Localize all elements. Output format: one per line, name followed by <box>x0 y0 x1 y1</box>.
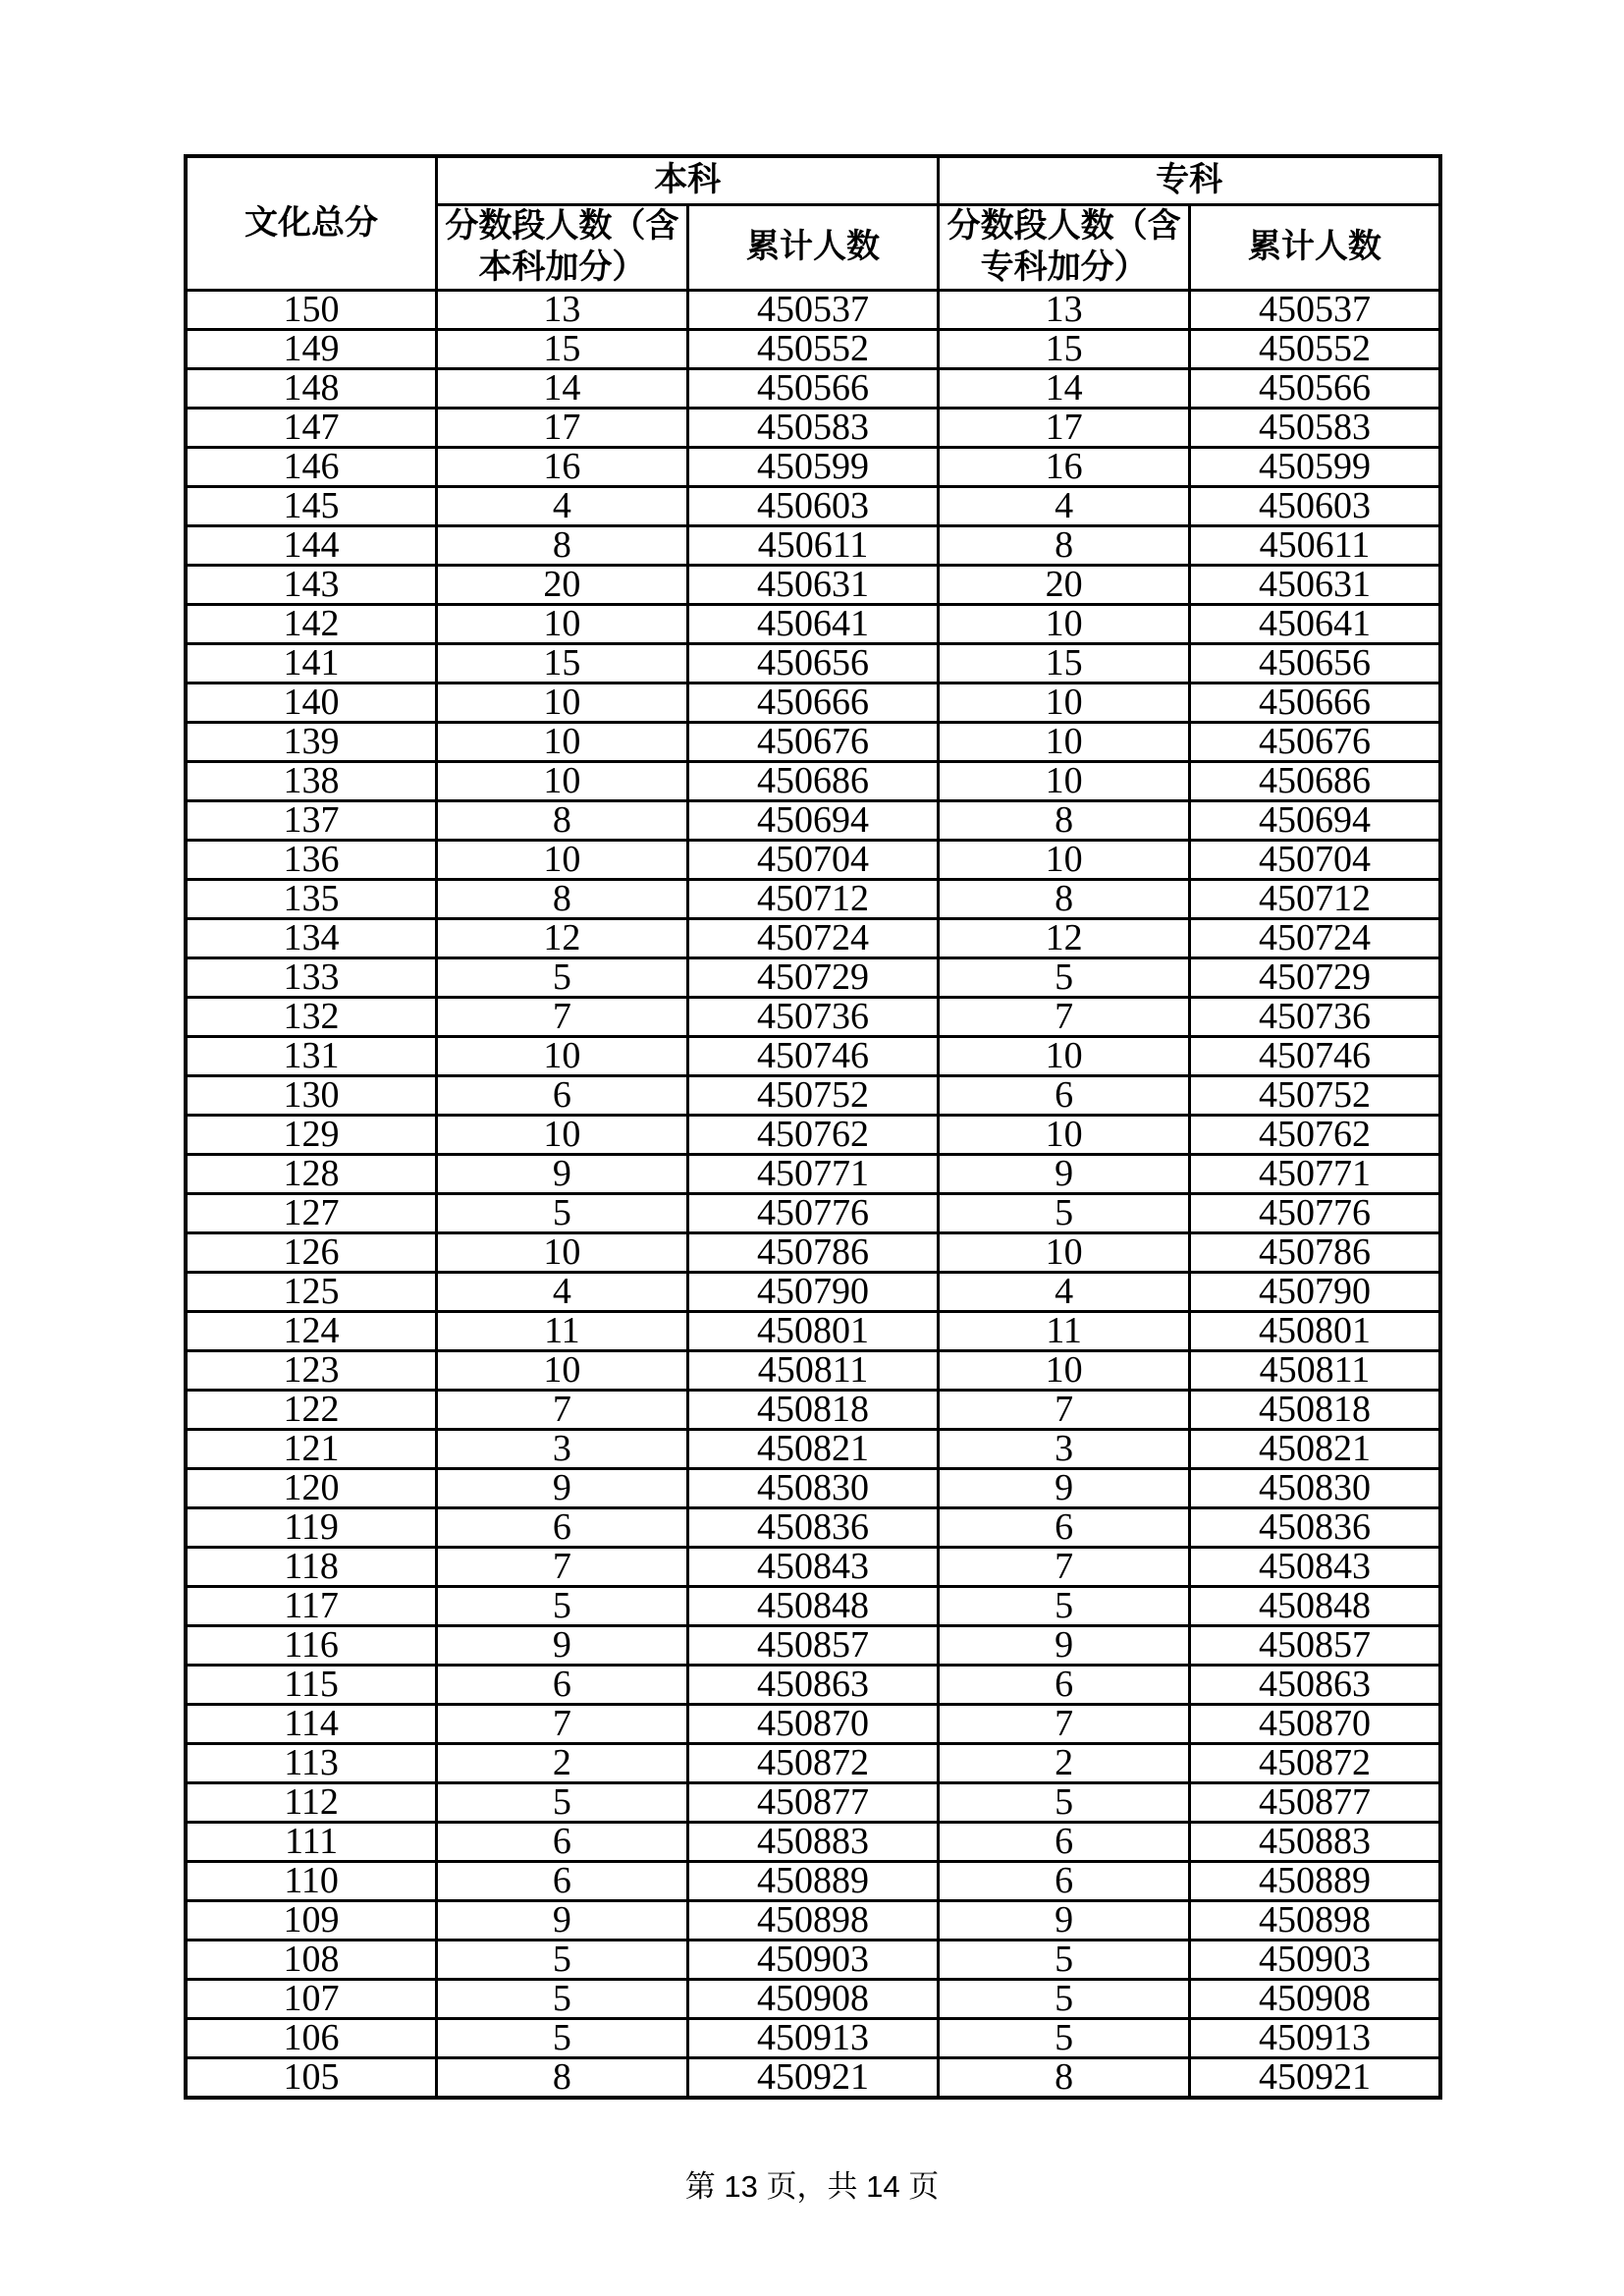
cell-college-segment-count: 5 <box>939 2019 1190 2058</box>
cell-undergrad-cumulative-count: 450566 <box>687 369 939 409</box>
cell-undergrad-cumulative-count: 450843 <box>687 1548 939 1587</box>
cell-undergrad-cumulative-count: 450762 <box>687 1116 939 1155</box>
table-row <box>186 566 1440 605</box>
cell-undergrad-segment-count: 6 <box>437 1823 688 1862</box>
table-row <box>186 1155 1440 1194</box>
cell-total-score: 124 <box>186 1312 437 1351</box>
cell-total-score: 107 <box>186 1980 437 2019</box>
cell-undergrad-cumulative-count: 450611 <box>687 526 939 566</box>
cell-undergrad-segment-count: 7 <box>437 998 688 1037</box>
cell-college-cumulative-count: 450724 <box>1189 919 1440 958</box>
cell-college-segment-count: 17 <box>939 409 1190 448</box>
cell-college-segment-count: 12 <box>939 919 1190 958</box>
cell-undergrad-segment-count: 8 <box>437 880 688 919</box>
table-row <box>186 2058 1440 2099</box>
cell-college-cumulative-count: 450857 <box>1189 1626 1440 1666</box>
cell-total-score: 105 <box>186 2058 437 2099</box>
cell-undergrad-cumulative-count: 450641 <box>687 605 939 644</box>
table-row <box>186 1626 1440 1666</box>
table-row <box>186 1901 1440 1941</box>
table-row <box>186 526 1440 566</box>
cell-total-score: 147 <box>186 409 437 448</box>
cell-college-segment-count: 10 <box>939 1233 1190 1273</box>
cell-undergrad-cumulative-count: 450811 <box>687 1351 939 1391</box>
cell-undergrad-segment-count: 15 <box>437 644 688 683</box>
cell-undergrad-segment-count: 8 <box>437 526 688 566</box>
cell-college-segment-count: 9 <box>939 1155 1190 1194</box>
table-row <box>186 409 1440 448</box>
cell-college-segment-count: 10 <box>939 683 1190 723</box>
table-row <box>186 1037 1440 1076</box>
table-row <box>186 1273 1440 1312</box>
cell-undergrad-segment-count: 5 <box>437 2019 688 2058</box>
cell-college-cumulative-count: 450863 <box>1189 1666 1440 1705</box>
cell-college-segment-count: 8 <box>939 880 1190 919</box>
cell-total-score: 108 <box>186 1941 437 1980</box>
cell-undergrad-cumulative-count: 450801 <box>687 1312 939 1351</box>
cell-undergrad-cumulative-count: 450870 <box>687 1705 939 1744</box>
cell-total-score: 114 <box>186 1705 437 1744</box>
cell-total-score: 112 <box>186 1783 437 1823</box>
cell-undergrad-cumulative-count: 450712 <box>687 880 939 919</box>
cell-college-segment-count: 7 <box>939 998 1190 1037</box>
table-row <box>186 880 1440 919</box>
cell-undergrad-cumulative-count: 450694 <box>687 801 939 841</box>
cell-undergrad-segment-count: 8 <box>437 801 688 841</box>
col-header-college-cumulative-count: 累计人数 <box>1189 205 1440 291</box>
cell-total-score: 135 <box>186 880 437 919</box>
cell-total-score: 128 <box>186 1155 437 1194</box>
table-row <box>186 841 1440 880</box>
cell-undergrad-segment-count: 10 <box>437 762 688 801</box>
table-row <box>186 1076 1440 1116</box>
cell-undergrad-segment-count: 5 <box>437 958 688 998</box>
cell-undergrad-cumulative-count: 450898 <box>687 1901 939 1941</box>
cell-undergrad-segment-count: 10 <box>437 841 688 880</box>
table-row <box>186 919 1440 958</box>
cell-undergrad-segment-count: 5 <box>437 1587 688 1626</box>
table-row <box>186 330 1440 369</box>
cell-undergrad-segment-count: 15 <box>437 330 688 369</box>
table-row <box>186 1391 1440 1430</box>
cell-undergrad-cumulative-count: 450724 <box>687 919 939 958</box>
cell-college-segment-count: 9 <box>939 1626 1190 1666</box>
group-header-junior-college: 专科 <box>939 156 1440 205</box>
cell-college-cumulative-count: 450676 <box>1189 723 1440 762</box>
cell-undergrad-segment-count: 3 <box>437 1430 688 1469</box>
table-row <box>186 448 1440 487</box>
table-row <box>186 723 1440 762</box>
cell-undergrad-cumulative-count: 450818 <box>687 1391 939 1430</box>
cell-undergrad-segment-count: 2 <box>437 1744 688 1783</box>
cell-undergrad-segment-count: 7 <box>437 1705 688 1744</box>
cell-undergrad-cumulative-count: 450676 <box>687 723 939 762</box>
cell-total-score: 132 <box>186 998 437 1037</box>
cell-college-cumulative-count: 450746 <box>1189 1037 1440 1076</box>
table-row <box>186 1587 1440 1626</box>
cell-undergrad-segment-count: 10 <box>437 1233 688 1273</box>
cell-college-segment-count: 15 <box>939 330 1190 369</box>
cell-college-segment-count: 4 <box>939 487 1190 526</box>
cell-college-segment-count: 5 <box>939 1587 1190 1626</box>
cell-college-cumulative-count: 450752 <box>1189 1076 1440 1116</box>
cell-total-score: 115 <box>186 1666 437 1705</box>
cell-total-score: 144 <box>186 526 437 566</box>
cell-college-segment-count: 6 <box>939 1076 1190 1116</box>
cell-college-cumulative-count: 450599 <box>1189 448 1440 487</box>
table-row <box>186 1430 1440 1469</box>
cell-college-segment-count: 7 <box>939 1705 1190 1744</box>
table-row <box>186 958 1440 998</box>
cell-undergrad-cumulative-count: 450631 <box>687 566 939 605</box>
cell-undergrad-segment-count: 7 <box>437 1391 688 1430</box>
cell-total-score: 113 <box>186 1744 437 1783</box>
cell-undergrad-cumulative-count: 450857 <box>687 1626 939 1666</box>
table-row <box>186 1705 1440 1744</box>
cell-undergrad-segment-count: 10 <box>437 1116 688 1155</box>
cell-college-cumulative-count: 450776 <box>1189 1194 1440 1233</box>
col-header-culture-total-score: 文化总分 <box>186 156 437 291</box>
cell-total-score: 136 <box>186 841 437 880</box>
cell-college-cumulative-count: 450552 <box>1189 330 1440 369</box>
cell-college-segment-count: 15 <box>939 644 1190 683</box>
cell-total-score: 123 <box>186 1351 437 1391</box>
group-header-undergraduate: 本科 <box>437 156 939 205</box>
cell-total-score: 149 <box>186 330 437 369</box>
cell-undergrad-cumulative-count: 450821 <box>687 1430 939 1469</box>
cell-total-score: 106 <box>186 2019 437 2058</box>
cell-college-cumulative-count: 450877 <box>1189 1783 1440 1823</box>
cell-college-segment-count: 7 <box>939 1391 1190 1430</box>
cell-college-cumulative-count: 450870 <box>1189 1705 1440 1744</box>
cell-total-score: 138 <box>186 762 437 801</box>
cell-undergrad-segment-count: 6 <box>437 1666 688 1705</box>
cell-undergrad-cumulative-count: 450656 <box>687 644 939 683</box>
cell-total-score: 130 <box>186 1076 437 1116</box>
cell-total-score: 129 <box>186 1116 437 1155</box>
cell-total-score: 143 <box>186 566 437 605</box>
table-row <box>186 1116 1440 1155</box>
table-row <box>186 1312 1440 1351</box>
cell-college-segment-count: 6 <box>939 1823 1190 1862</box>
cell-college-segment-count: 5 <box>939 1194 1190 1233</box>
cell-college-segment-count: 10 <box>939 1351 1190 1391</box>
cell-undergrad-cumulative-count: 450603 <box>687 487 939 526</box>
cell-college-segment-count: 16 <box>939 448 1190 487</box>
cell-college-segment-count: 10 <box>939 762 1190 801</box>
cell-undergrad-cumulative-count: 450686 <box>687 762 939 801</box>
cell-college-cumulative-count: 450801 <box>1189 1312 1440 1351</box>
cell-total-score: 131 <box>186 1037 437 1076</box>
cell-undergrad-segment-count: 12 <box>437 919 688 958</box>
cell-undergrad-segment-count: 9 <box>437 1469 688 1508</box>
cell-undergrad-segment-count: 5 <box>437 1941 688 1980</box>
cell-college-cumulative-count: 450611 <box>1189 526 1440 566</box>
cell-total-score: 127 <box>186 1194 437 1233</box>
cell-undergrad-cumulative-count: 450666 <box>687 683 939 723</box>
cell-college-segment-count: 5 <box>939 958 1190 998</box>
cell-college-cumulative-count: 450903 <box>1189 1941 1440 1980</box>
cell-undergrad-segment-count: 5 <box>437 1194 688 1233</box>
cell-undergrad-cumulative-count: 450790 <box>687 1273 939 1312</box>
table-row <box>186 801 1440 841</box>
cell-undergrad-segment-count: 9 <box>437 1901 688 1941</box>
cell-undergrad-cumulative-count: 450537 <box>687 291 939 330</box>
cell-total-score: 126 <box>186 1233 437 1273</box>
cell-undergrad-segment-count: 14 <box>437 369 688 409</box>
cell-college-segment-count: 10 <box>939 841 1190 880</box>
cell-undergrad-cumulative-count: 450752 <box>687 1076 939 1116</box>
cell-college-cumulative-count: 450666 <box>1189 683 1440 723</box>
table-row <box>186 998 1440 1037</box>
col-header-college-segment-count: 分数段人数（含专科加分） <box>939 205 1190 291</box>
table-row <box>186 1980 1440 2019</box>
cell-college-cumulative-count: 450786 <box>1189 1233 1440 1273</box>
cell-college-segment-count: 6 <box>939 1508 1190 1548</box>
table-row <box>186 1469 1440 1508</box>
cell-college-cumulative-count: 450729 <box>1189 958 1440 998</box>
cell-undergrad-cumulative-count: 450913 <box>687 2019 939 2058</box>
cell-total-score: 116 <box>186 1626 437 1666</box>
table-row <box>186 1744 1440 1783</box>
cell-undergrad-segment-count: 9 <box>437 1626 688 1666</box>
cell-college-cumulative-count: 450704 <box>1189 841 1440 880</box>
cell-undergrad-segment-count: 13 <box>437 291 688 330</box>
cell-undergrad-segment-count: 6 <box>437 1508 688 1548</box>
cell-college-segment-count: 2 <box>939 1744 1190 1783</box>
cell-college-segment-count: 11 <box>939 1312 1190 1351</box>
cell-undergrad-segment-count: 16 <box>437 448 688 487</box>
cell-college-cumulative-count: 450771 <box>1189 1155 1440 1194</box>
cell-college-segment-count: 5 <box>939 1980 1190 2019</box>
cell-undergrad-cumulative-count: 450877 <box>687 1783 939 1823</box>
cell-college-segment-count: 20 <box>939 566 1190 605</box>
table-row <box>186 683 1440 723</box>
cell-total-score: 110 <box>186 1862 437 1901</box>
cell-college-segment-count: 10 <box>939 723 1190 762</box>
cell-college-cumulative-count: 450712 <box>1189 880 1440 919</box>
cell-college-cumulative-count: 450603 <box>1189 487 1440 526</box>
cell-undergrad-segment-count: 17 <box>437 409 688 448</box>
cell-undergrad-segment-count: 10 <box>437 1351 688 1391</box>
cell-undergrad-cumulative-count: 450889 <box>687 1862 939 1901</box>
cell-undergrad-segment-count: 8 <box>437 2058 688 2099</box>
cell-undergrad-segment-count: 10 <box>437 605 688 644</box>
cell-undergrad-cumulative-count: 450883 <box>687 1823 939 1862</box>
cell-total-score: 140 <box>186 683 437 723</box>
cell-undergrad-cumulative-count: 450729 <box>687 958 939 998</box>
cell-total-score: 142 <box>186 605 437 644</box>
cell-college-segment-count: 10 <box>939 1116 1190 1155</box>
cell-college-segment-count: 10 <box>939 1037 1190 1076</box>
cell-total-score: 139 <box>186 723 437 762</box>
table-header-row-groups <box>186 156 1440 205</box>
cell-college-cumulative-count: 450537 <box>1189 291 1440 330</box>
table-row <box>186 291 1440 330</box>
cell-total-score: 122 <box>186 1391 437 1430</box>
cell-college-segment-count: 8 <box>939 801 1190 841</box>
cell-college-cumulative-count: 450921 <box>1189 2058 1440 2099</box>
cell-undergrad-segment-count: 7 <box>437 1548 688 1587</box>
cell-undergrad-cumulative-count: 450786 <box>687 1233 939 1273</box>
cell-college-cumulative-count: 450872 <box>1189 1744 1440 1783</box>
cell-college-segment-count: 9 <box>939 1469 1190 1508</box>
cell-college-segment-count: 3 <box>939 1430 1190 1469</box>
cell-total-score: 117 <box>186 1587 437 1626</box>
cell-college-cumulative-count: 450818 <box>1189 1391 1440 1430</box>
table-row <box>186 2019 1440 2058</box>
cell-college-cumulative-count: 450694 <box>1189 801 1440 841</box>
cell-total-score: 120 <box>186 1469 437 1508</box>
cell-college-cumulative-count: 450913 <box>1189 2019 1440 2058</box>
cell-total-score: 118 <box>186 1548 437 1587</box>
cell-undergrad-cumulative-count: 450836 <box>687 1508 939 1548</box>
cell-undergrad-segment-count: 10 <box>437 1037 688 1076</box>
col-header-undergrad-cumulative-count: 累计人数 <box>687 205 939 291</box>
cell-college-segment-count: 6 <box>939 1666 1190 1705</box>
cell-college-cumulative-count: 450583 <box>1189 409 1440 448</box>
table-row <box>186 1194 1440 1233</box>
cell-college-cumulative-count: 450883 <box>1189 1823 1440 1862</box>
cell-college-cumulative-count: 450790 <box>1189 1273 1440 1312</box>
cell-college-segment-count: 13 <box>939 291 1190 330</box>
cell-undergrad-cumulative-count: 450746 <box>687 1037 939 1076</box>
cell-undergrad-cumulative-count: 450863 <box>687 1666 939 1705</box>
table-row <box>186 369 1440 409</box>
cell-college-cumulative-count: 450566 <box>1189 369 1440 409</box>
cell-total-score: 150 <box>186 291 437 330</box>
page-number-footer: 第 13 页，共 14 页 <box>684 2169 940 2204</box>
cell-college-segment-count: 9 <box>939 1901 1190 1941</box>
cell-total-score: 119 <box>186 1508 437 1548</box>
cell-college-cumulative-count: 450686 <box>1189 762 1440 801</box>
cell-undergrad-segment-count: 10 <box>437 723 688 762</box>
table-row <box>186 1666 1440 1705</box>
cell-undergrad-cumulative-count: 450903 <box>687 1941 939 1980</box>
table-row <box>186 1941 1440 1980</box>
cell-undergrad-segment-count: 4 <box>437 1273 688 1312</box>
cell-college-cumulative-count: 450811 <box>1189 1351 1440 1391</box>
cell-undergrad-segment-count: 4 <box>437 487 688 526</box>
cell-undergrad-cumulative-count: 450552 <box>687 330 939 369</box>
cell-total-score: 109 <box>186 1901 437 1941</box>
cell-undergrad-segment-count: 11 <box>437 1312 688 1351</box>
cell-undergrad-segment-count: 6 <box>437 1862 688 1901</box>
col-header-undergrad-segment-count: 分数段人数（含本科加分） <box>437 205 688 291</box>
cell-undergrad-cumulative-count: 450704 <box>687 841 939 880</box>
cell-undergrad-cumulative-count: 450921 <box>687 2058 939 2099</box>
cell-college-segment-count: 8 <box>939 2058 1190 2099</box>
table-row <box>186 1783 1440 1823</box>
cell-college-cumulative-count: 450736 <box>1189 998 1440 1037</box>
cell-total-score: 133 <box>186 958 437 998</box>
cell-total-score: 141 <box>186 644 437 683</box>
cell-total-score: 145 <box>186 487 437 526</box>
score-distribution-table <box>184 154 1442 2100</box>
table-row <box>186 644 1440 683</box>
cell-college-segment-count: 14 <box>939 369 1190 409</box>
table-row <box>186 605 1440 644</box>
table-row <box>186 1233 1440 1273</box>
table-row <box>186 762 1440 801</box>
cell-total-score: 146 <box>186 448 437 487</box>
cell-undergrad-cumulative-count: 450776 <box>687 1194 939 1233</box>
cell-college-segment-count: 8 <box>939 526 1190 566</box>
cell-undergrad-cumulative-count: 450583 <box>687 409 939 448</box>
cell-undergrad-cumulative-count: 450848 <box>687 1587 939 1626</box>
cell-undergrad-segment-count: 5 <box>437 1980 688 2019</box>
table-row <box>186 1548 1440 1587</box>
cell-undergrad-segment-count: 20 <box>437 566 688 605</box>
cell-total-score: 148 <box>186 369 437 409</box>
cell-total-score: 137 <box>186 801 437 841</box>
cell-college-segment-count: 10 <box>939 605 1190 644</box>
table-row <box>186 1508 1440 1548</box>
cell-college-cumulative-count: 450641 <box>1189 605 1440 644</box>
cell-undergrad-cumulative-count: 450736 <box>687 998 939 1037</box>
cell-college-cumulative-count: 450836 <box>1189 1508 1440 1548</box>
cell-undergrad-cumulative-count: 450830 <box>687 1469 939 1508</box>
table-row <box>186 487 1440 526</box>
cell-total-score: 125 <box>186 1273 437 1312</box>
cell-college-cumulative-count: 450821 <box>1189 1430 1440 1469</box>
cell-college-segment-count: 5 <box>939 1783 1190 1823</box>
cell-undergrad-segment-count: 9 <box>437 1155 688 1194</box>
cell-college-cumulative-count: 450656 <box>1189 644 1440 683</box>
table-row <box>186 1351 1440 1391</box>
cell-undergrad-segment-count: 5 <box>437 1783 688 1823</box>
table-row <box>186 1862 1440 1901</box>
cell-college-cumulative-count: 450889 <box>1189 1862 1440 1901</box>
cell-undergrad-cumulative-count: 450908 <box>687 1980 939 2019</box>
cell-college-cumulative-count: 450631 <box>1189 566 1440 605</box>
cell-undergrad-cumulative-count: 450771 <box>687 1155 939 1194</box>
cell-college-segment-count: 4 <box>939 1273 1190 1312</box>
cell-college-cumulative-count: 450898 <box>1189 1901 1440 1941</box>
table-row <box>186 1823 1440 1862</box>
cell-undergrad-cumulative-count: 450872 <box>687 1744 939 1783</box>
cell-college-cumulative-count: 450830 <box>1189 1469 1440 1508</box>
cell-college-segment-count: 5 <box>939 1941 1190 1980</box>
cell-total-score: 111 <box>186 1823 437 1862</box>
cell-college-cumulative-count: 450762 <box>1189 1116 1440 1155</box>
cell-undergrad-segment-count: 10 <box>437 683 688 723</box>
cell-college-cumulative-count: 450908 <box>1189 1980 1440 2019</box>
cell-college-segment-count: 7 <box>939 1548 1190 1587</box>
cell-college-cumulative-count: 450843 <box>1189 1548 1440 1587</box>
cell-college-cumulative-count: 450848 <box>1189 1587 1440 1626</box>
cell-undergrad-segment-count: 6 <box>437 1076 688 1116</box>
cell-total-score: 121 <box>186 1430 437 1469</box>
cell-total-score: 134 <box>186 919 437 958</box>
cell-college-segment-count: 6 <box>939 1862 1190 1901</box>
cell-undergrad-cumulative-count: 450599 <box>687 448 939 487</box>
table-body <box>186 291 1440 2099</box>
